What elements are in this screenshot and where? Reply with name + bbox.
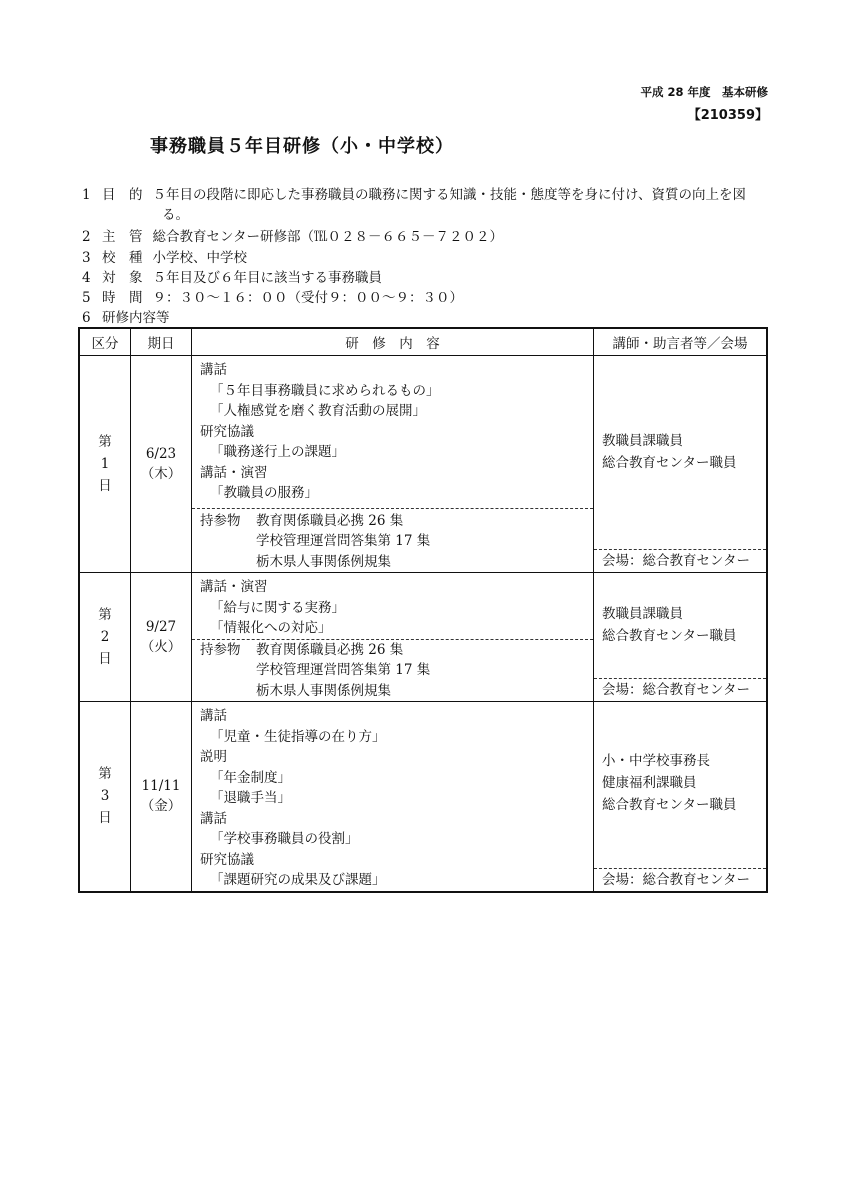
content-line: 「給与に関する実務」 [210,599,345,616]
day-char: 第 [98,607,112,623]
content-line: 講話 [200,362,227,378]
day-char: 2 [100,629,110,645]
section-text: ９：３０～１６：００（受付９：００～９：３０） [152,290,463,306]
content-line: 講話・演習 [200,464,268,481]
bring-items [192,508,593,573]
content-line: 研究協議 [200,851,254,868]
day-char: 第 [98,766,112,783]
date: 9/27 [145,619,177,635]
section-label: 主 管 [102,229,143,245]
content-line: 「情報化への対応」 [210,620,332,636]
day-char: 日 [98,651,112,667]
content-line: 「人権感覚を磨く教育活動の展開」 [210,403,426,419]
header-division: 区分 [79,328,131,356]
lecturer: 総合教育センター職員 [602,628,737,644]
schedule-table [78,327,768,893]
section-time [82,286,463,306]
section-contents-heading [82,306,180,326]
venue: 会場：総合教育センター [594,868,766,891]
bring-label: 持参物 [200,641,241,658]
bring-items [192,639,593,702]
section-number: 6 [82,310,91,326]
day-cell [79,573,131,702]
content-line: 「課題研究の成果及び課題」 [210,872,386,888]
content-line: 「職務遂行上の課題」 [210,444,345,460]
section-school-type [82,246,247,266]
content-line: 「年金制度」 [210,769,291,786]
venue: 会場：総合教育センター [594,678,766,701]
lecturer: 総合教育センター職員 [602,797,737,813]
header-date: 期日 [131,328,192,356]
bring-item: 学校管理運営問答集第 17 集 [256,533,431,549]
bring-item: 栃木県人事関係例規集 [256,682,391,699]
content-line: 講話・演習 [200,579,268,595]
content-cell [192,702,594,892]
header-lecturer: 講師・助言者等／会場 [594,328,768,356]
section-purpose [82,183,746,223]
bring-item: 学校管理運営問答集第 17 集 [256,662,431,678]
section-number: 2 [82,229,91,245]
lecturer-cell [594,573,768,702]
fiscal-year-label: 平成 28 年度 基本研修 [640,85,768,99]
weekday: （火） [140,639,182,655]
table-row [79,356,767,573]
table-row [79,573,767,702]
date-cell [131,702,192,892]
content-line: 説明 [200,749,227,765]
day-cell [79,356,131,573]
table-row [79,702,767,892]
header-content: 研 修 内 容 [192,328,594,356]
day-char: 第 [98,434,112,450]
venue: 会場：総合教育センター [594,549,766,572]
content-line: 「教職員の服務」 [210,485,318,501]
bring-item: 栃木県人事関係例規集 [256,553,391,570]
weekday: （金） [140,798,182,815]
date-cell [131,573,192,702]
section-text-continued: る。 [162,207,189,223]
section-label: 目 的 [102,187,143,203]
table-header-row [79,328,767,356]
bring-item: 教育関係職員必携 26 集 [256,512,404,529]
date-cell [131,356,192,573]
lecturer: 健康福利課職員 [602,775,697,791]
lecturer-cell [594,702,768,892]
section-target [82,266,382,286]
day-cell [79,702,131,892]
content-line: 「学校事務職員の役割」 [210,831,359,847]
section-number: 3 [82,250,91,266]
content-cell [192,573,594,702]
date: 11/11 [141,778,181,795]
section-organizer [82,225,503,245]
day-char: 日 [98,810,112,827]
section-text: ５年目及び６年目に該当する事務職員 [152,270,382,286]
section-text: 総合教育センター研修部（℡０２８－６６５－７２０２） [152,229,503,245]
date: 6/23 [145,446,177,462]
section-number: 1 [82,187,91,203]
content-line: 研究協議 [200,423,254,440]
bring-item: 教育関係職員必携 26 集 [256,641,404,658]
lecturer: 教職員課職員 [602,606,683,622]
weekday: （木） [140,466,182,482]
content-line: 「退職手当」 [210,790,291,806]
bring-label: 持参物 [200,512,241,529]
content-line: 「児童・生徒指導の在り方」 [210,728,386,745]
content-line: 「５年目事務職員に求められるもの」 [210,382,440,399]
day-char: 日 [98,478,112,494]
content-line: 講話 [200,708,227,724]
page-title: 事務職員５年目研修（小・中学校） [150,136,454,157]
lecturer-cell [594,356,768,573]
lecturer: 教職員課職員 [602,433,683,449]
section-label: 対 象 [102,270,143,286]
lecturer: 小・中学校事務長 [602,753,710,769]
section-label: 時 間 [102,290,143,306]
day-char: 1 [100,456,110,472]
section-text: 小学校、中学校 [152,250,247,266]
course-code: 【210359】 [687,108,768,123]
lecturer: 総合教育センター職員 [602,455,737,471]
content-line: 講話 [200,810,227,827]
section-number: 5 [82,290,91,306]
section-label: 研修内容等 [102,310,170,326]
content-cell [192,356,594,573]
section-text: ５年目の段階に即応した事務職員の職務に関する知識・技能・態度等を身に付け、資質の向上を図 [152,187,746,203]
section-number: 4 [82,270,91,286]
section-label: 校 種 [102,250,143,266]
day-char: 3 [100,788,110,805]
